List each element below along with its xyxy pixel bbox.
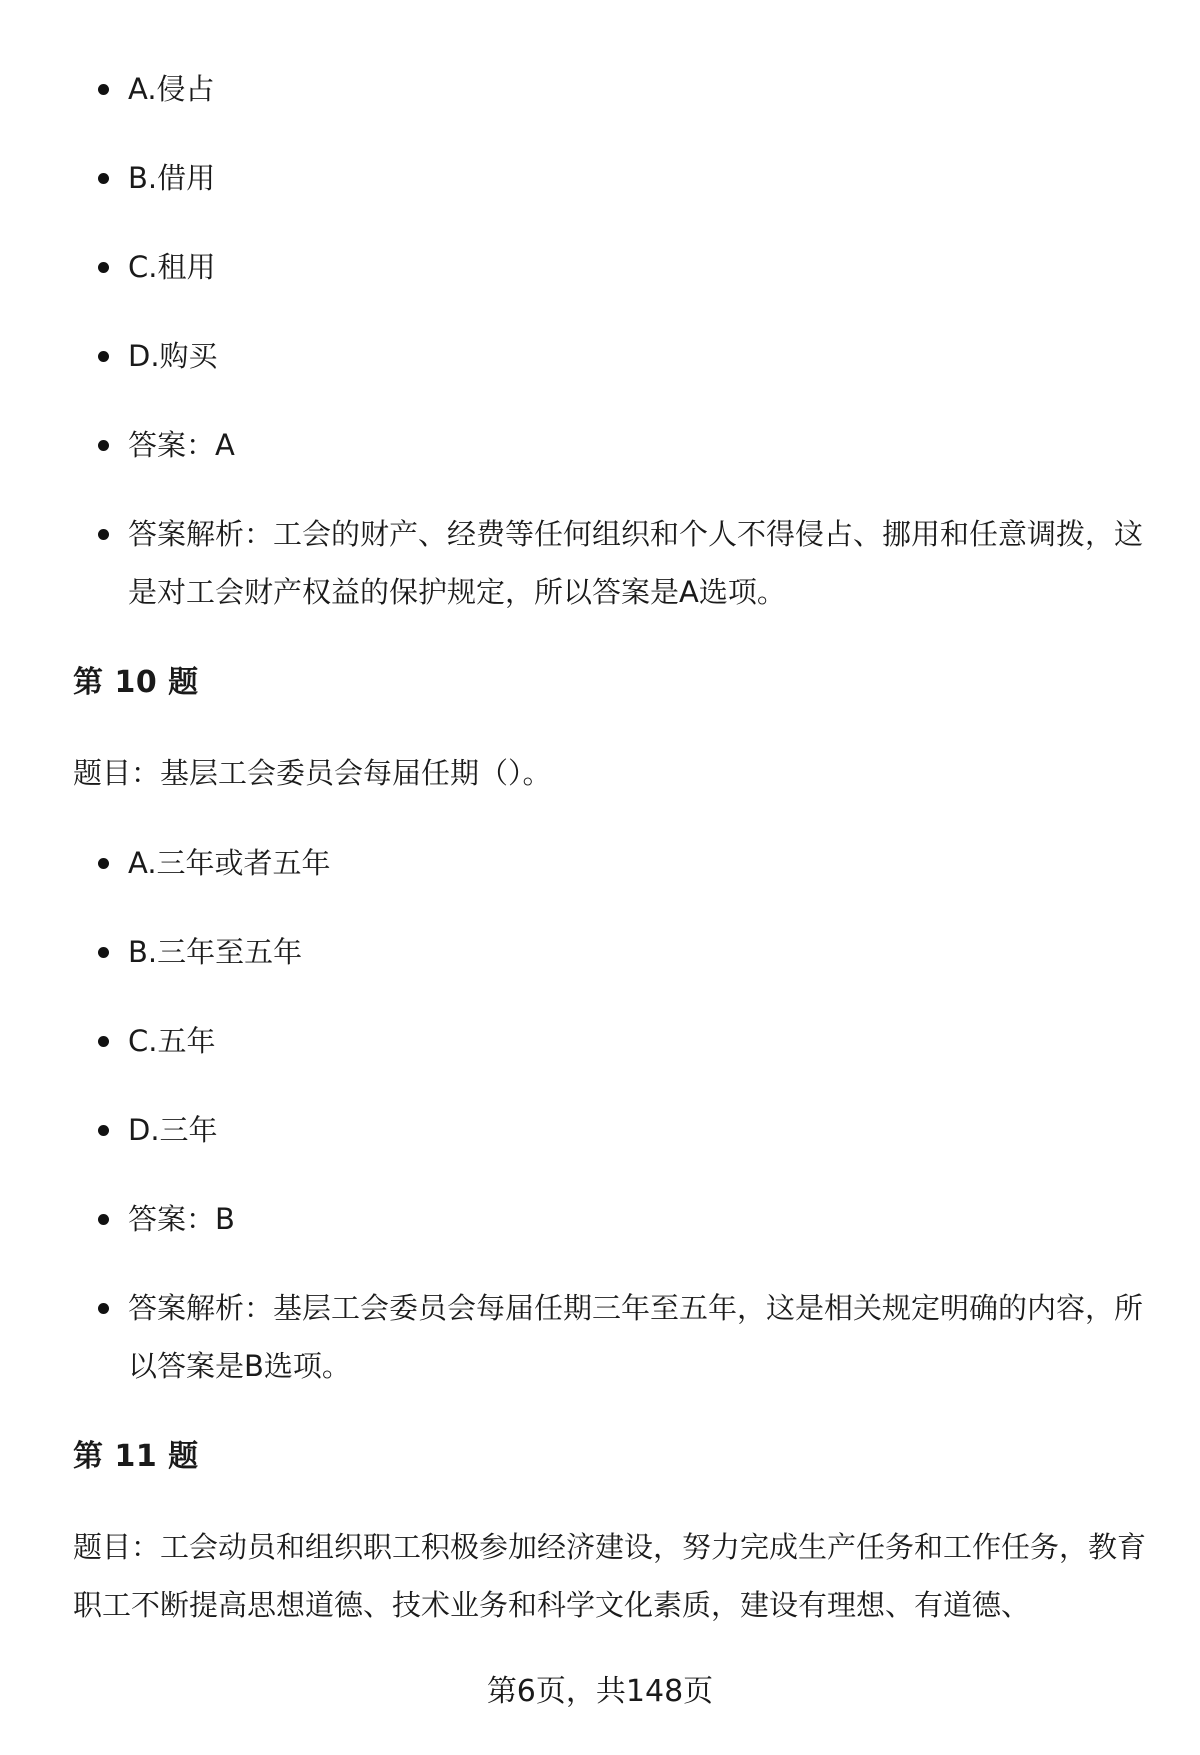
option-text: A.三年或者五年	[128, 846, 331, 880]
question-heading: 第 11 题	[73, 1439, 199, 1474]
option-a	[0, 834, 1200, 892]
bullet-icon	[98, 1125, 109, 1136]
option-text: B.三年至五年	[128, 935, 303, 969]
q10-options	[0, 834, 1200, 1395]
page-number: 第6页，共148页	[486, 1674, 714, 1709]
bullet-icon	[98, 84, 109, 95]
option-text: B.借用	[128, 161, 216, 195]
question-stem: 题目：工会动员和组织职工积极参加经济建设，努力完成生产任务和工作任务，教育职工不断提高思想道德、技术业务和科学文化素质，建设有理想、有道德、	[73, 1530, 1147, 1622]
analysis-text: 答案解析：基层工会委员会每届任期三年至五年，这是相关规定明确的内容，所以答案是B选项。	[128, 1291, 1144, 1383]
option-text: C.租用	[128, 250, 216, 284]
prev-question-block	[0, 60, 1200, 652]
analysis-line	[0, 505, 1148, 621]
option-text: A.侵占	[128, 72, 215, 106]
bullet-icon	[98, 529, 109, 540]
bullet-icon	[98, 351, 109, 362]
bullet-icon	[98, 1303, 109, 1314]
bullet-icon	[98, 173, 109, 184]
option-text: D.三年	[128, 1113, 218, 1147]
bullet-icon	[98, 440, 109, 451]
bullet-icon	[98, 1036, 109, 1047]
option-d	[0, 1101, 1200, 1159]
q10-block	[0, 834, 1200, 1426]
option-c	[0, 238, 1200, 296]
answer-text: 答案：B	[128, 1202, 235, 1236]
analysis-line	[0, 1279, 1148, 1395]
option-text: D.购买	[128, 339, 218, 373]
answer-line	[0, 416, 1200, 474]
option-b	[0, 923, 1200, 981]
bullet-icon	[98, 262, 109, 273]
answer-line	[0, 1190, 1200, 1248]
option-d	[0, 327, 1200, 385]
bullet-icon	[98, 947, 109, 958]
bullet-icon	[98, 1214, 109, 1225]
option-text: C.五年	[128, 1024, 216, 1058]
question-heading: 第 10 题	[73, 665, 199, 700]
option-a	[0, 60, 1200, 118]
question-stem: 题目：基层工会委员会每届任期（）。	[73, 756, 552, 790]
bullet-icon	[98, 858, 109, 869]
prev-question-options	[0, 60, 1200, 621]
option-c	[0, 1012, 1200, 1070]
analysis-text: 答案解析：工会的财产、经费等任何组织和个人不得侵占、挪用和任意调拨，这是对工会财产权益的保护规定，所以答案是A选项。	[128, 517, 1144, 609]
option-b	[0, 149, 1200, 207]
answer-text: 答案：A	[128, 428, 235, 462]
